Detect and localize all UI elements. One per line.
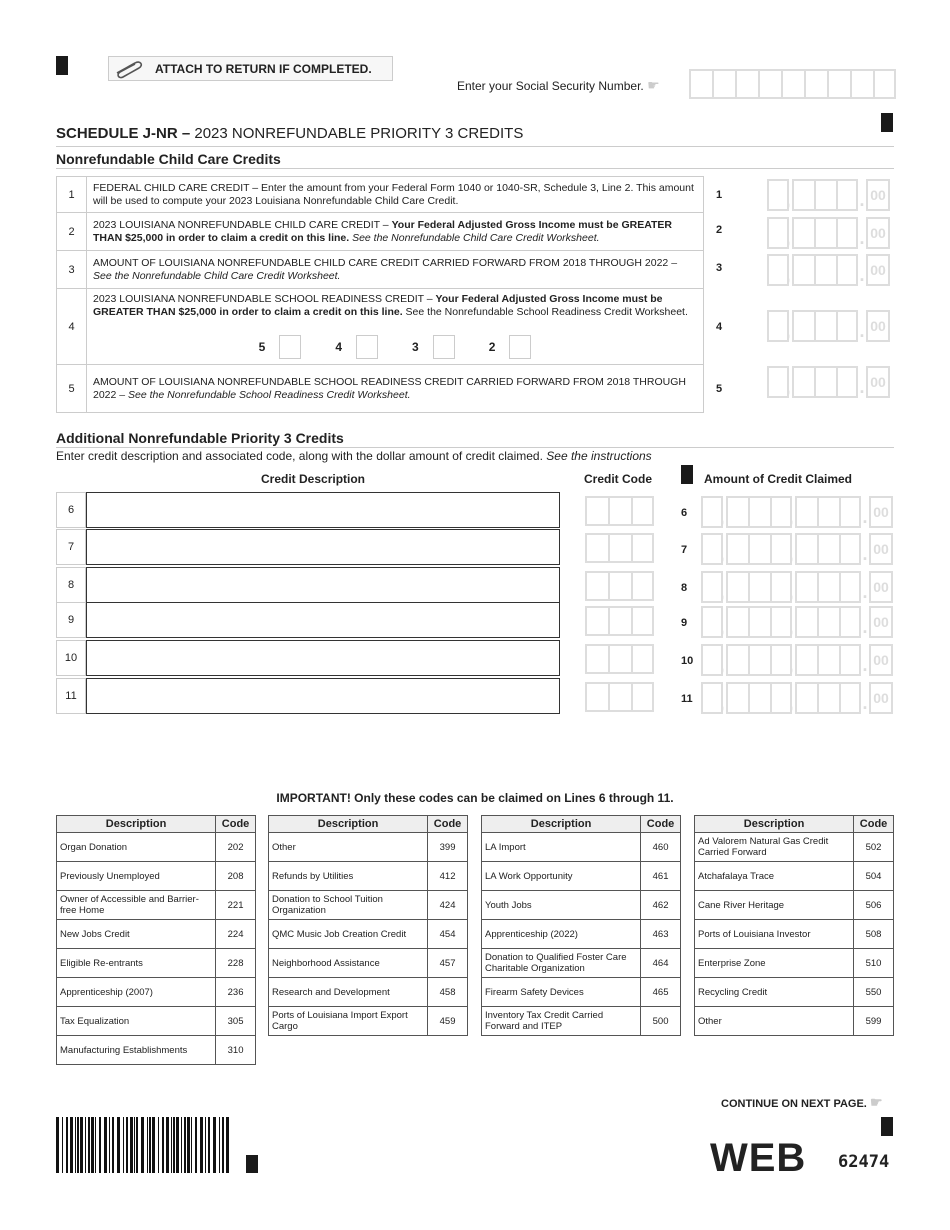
- barcode-bar: [134, 1117, 135, 1173]
- barcode-bar: [99, 1117, 101, 1173]
- line-ref: 8: [681, 582, 688, 594]
- credit-code-input[interactable]: [585, 606, 654, 636]
- barcode-bar: [66, 1117, 68, 1173]
- code-description: Donation to School Tuition Organization: [269, 891, 428, 920]
- code-row: [269, 891, 468, 920]
- code-row: [695, 833, 894, 862]
- code-row: [269, 833, 468, 862]
- credit-code-input[interactable]: [585, 496, 654, 526]
- credit-row: [56, 529, 896, 567]
- barcode-bar: [112, 1117, 114, 1173]
- amount-field-line-5[interactable]: , . 00: [767, 366, 890, 398]
- star-5-input[interactable]: [279, 335, 301, 359]
- credit-amount-input[interactable]: , , . 00: [701, 682, 893, 714]
- line-text: AMOUNT OF LOUISIANA NONREFUNDABLE SCHOOL READINESS CREDIT CARRIED FORWARD FROM 2018 THROUGH 2022 – See the Nonrefundable School Readiness Credit Worksheet.: [87, 365, 704, 413]
- code-value: 208: [216, 862, 256, 891]
- code-description: Youth Jobs: [482, 891, 641, 920]
- paperclip-icon: [111, 59, 151, 79]
- code-row: [269, 1007, 468, 1036]
- code-description: Other: [269, 833, 428, 862]
- code-row: [482, 949, 681, 978]
- line-ref: 3: [716, 262, 723, 274]
- code-description: Previously Unemployed: [57, 862, 216, 891]
- credit-amount-input[interactable]: , , . 00: [701, 606, 893, 638]
- code-row: [482, 891, 681, 920]
- ssn-input[interactable]: [689, 69, 896, 99]
- barcode-bar: [149, 1117, 151, 1173]
- line-ref: 1: [716, 189, 723, 201]
- barcode-bar: [147, 1117, 148, 1173]
- barcode-bar: [126, 1117, 128, 1173]
- code-value: 504: [854, 862, 894, 891]
- code-row: [57, 920, 256, 949]
- line-text: 2023 LOUISIANA NONREFUNDABLE SCHOOL READINESS CREDIT – Your Federal Adjusted Gross Income must be GREATER THAN $25,000 in order to claim a credit on this line. See the Nonrefundable School Readiness Credit Worksheet. 5 4 3 2: [87, 289, 704, 365]
- code-table: [268, 815, 468, 1036]
- amount-field-line-1[interactable]: , . 00: [767, 179, 890, 211]
- header-code: Code: [854, 816, 894, 833]
- code-description: LA Work Opportunity: [482, 862, 641, 891]
- barcode: [56, 1117, 230, 1173]
- code-description: LA Import: [482, 833, 641, 862]
- code-description: Recycling Credit: [695, 978, 854, 1007]
- credit-row: [56, 640, 896, 678]
- barcode-bar: [181, 1117, 182, 1173]
- credit-code-input[interactable]: [585, 644, 654, 674]
- credit-description-input[interactable]: [86, 678, 560, 714]
- code-value: 500: [641, 1007, 681, 1036]
- child-care-lines: [56, 176, 704, 413]
- line-ref: 7: [681, 544, 688, 556]
- line-ref: 10: [681, 655, 694, 667]
- form-number: 62474: [838, 1152, 890, 1172]
- amount-field-line-3[interactable]: , . 00: [767, 254, 890, 286]
- code-row: [695, 978, 894, 1007]
- code-description: Apprenticeship (2022): [482, 920, 641, 949]
- barcode-bar: [77, 1117, 79, 1173]
- credit-amount-input[interactable]: , , . 00: [701, 533, 893, 565]
- barcode-bar: [162, 1117, 164, 1173]
- col-header-code: Credit Code: [584, 472, 653, 486]
- barcode-bar: [85, 1117, 86, 1173]
- registration-marker: [681, 465, 693, 484]
- header-description: Description: [269, 816, 428, 833]
- code-row: [482, 978, 681, 1007]
- section-heading-child-care: Nonrefundable Child Care Credits: [56, 151, 281, 167]
- code-description: Ad Valorem Natural Gas Credit Carried Forward: [695, 833, 854, 862]
- credit-row: [56, 602, 896, 640]
- code-table: [56, 815, 256, 1065]
- code-value: 412: [428, 862, 468, 891]
- code-value: 502: [854, 833, 894, 862]
- star-3-input[interactable]: [433, 335, 455, 359]
- line-ref: 5: [716, 383, 723, 395]
- code-value: 458: [428, 978, 468, 1007]
- barcode-bar: [141, 1117, 144, 1173]
- code-description: Inventory Tax Credit Carried Forward and ITEP: [482, 1007, 641, 1036]
- code-row: [57, 862, 256, 891]
- code-value: 464: [641, 949, 681, 978]
- code-description: Cane River Heritage: [695, 891, 854, 920]
- credit-description-input[interactable]: [86, 492, 560, 528]
- ssn-label: Enter your Social Security Number. ☛: [457, 77, 660, 93]
- barcode-bar: [80, 1117, 83, 1173]
- code-description: Refunds by Utilities: [269, 862, 428, 891]
- credit-amount-input[interactable]: , , . 00: [701, 571, 893, 603]
- line-row: 5 AMOUNT OF LOUISIANA NONREFUNDABLE SCHOOL READINESS CREDIT CARRIED FORWARD FROM 2018 THROUGH 2022 – See the Nonrefundable School Readiness Credit Worksheet.: [57, 365, 704, 413]
- code-row: [695, 949, 894, 978]
- registration-marker: [56, 56, 68, 75]
- line-text: AMOUNT OF LOUISIANA NONREFUNDABLE CHILD CARE CREDIT CARRIED FORWARD FROM 2018 THROUGH 2022 – See the Nonrefundable Child Care Credit Worksheet.: [87, 251, 704, 289]
- code-row: [269, 949, 468, 978]
- code-description: Research and Development: [269, 978, 428, 1007]
- barcode-bar: [104, 1117, 107, 1173]
- section-instructions: Enter credit description and associated code, along with the dollar amount of credit claimed. See the instructions: [56, 449, 652, 463]
- barcode-bar: [123, 1117, 124, 1173]
- code-value: 399: [428, 833, 468, 862]
- barcode-bar: [191, 1117, 192, 1173]
- barcode-bar: [205, 1117, 206, 1173]
- code-value: 305: [216, 1007, 256, 1036]
- barcode-bar: [200, 1117, 203, 1173]
- code-row: [269, 862, 468, 891]
- line-ref: 6: [681, 507, 688, 519]
- row-number: 10: [56, 640, 86, 676]
- code-row: [57, 949, 256, 978]
- barcode-bar: [88, 1117, 90, 1173]
- code-value: 460: [641, 833, 681, 862]
- credit-amount-input[interactable]: , , . 00: [701, 496, 893, 528]
- code-description: New Jobs Credit: [57, 920, 216, 949]
- code-value: 550: [854, 978, 894, 1007]
- code-row: [695, 920, 894, 949]
- code-description: QMC Music Job Creation Credit: [269, 920, 428, 949]
- code-description: Apprenticeship (2007): [57, 978, 216, 1007]
- code-table: [481, 815, 681, 1036]
- barcode-bar: [187, 1117, 190, 1173]
- barcode-bar: [226, 1117, 229, 1173]
- code-description: Ports of Louisiana Investor: [695, 920, 854, 949]
- code-value: 310: [216, 1036, 256, 1065]
- barcode-bar: [109, 1117, 110, 1173]
- code-value: 224: [216, 920, 256, 949]
- code-value: 454: [428, 920, 468, 949]
- row-number: 8: [56, 567, 86, 603]
- row-number: 7: [56, 529, 86, 565]
- code-description: Other: [695, 1007, 854, 1036]
- barcode-bar: [222, 1117, 224, 1173]
- barcode-bar: [195, 1117, 197, 1173]
- line-ref: 4: [716, 321, 723, 333]
- code-value: 461: [641, 862, 681, 891]
- web-label: WEB: [710, 1136, 807, 1180]
- continue-note: CONTINUE ON NEXT PAGE. ☛: [721, 1094, 883, 1110]
- code-row: [482, 833, 681, 862]
- code-value: 457: [428, 949, 468, 978]
- code-value: 202: [216, 833, 256, 862]
- line-text: 2023 LOUISIANA NONREFUNDABLE CHILD CARE CREDIT – Your Federal Adjusted Gross Income must be GREATER THAN $25,000 in order to claim a credit on this line. See the Nonrefundable Child Care Credit Worksheet.: [87, 213, 704, 251]
- row-number: 11: [56, 678, 86, 714]
- header-code: Code: [216, 816, 256, 833]
- code-description: Atchafalaya Trace: [695, 862, 854, 891]
- line-text: FEDERAL CHILD CARE CREDIT – Enter the amount from your Federal Form 1040 or 1040-SR, Schedule 3, Line 2. This amount will be used to compute your 2023 Louisiana Nonrefundable Child Care Credit.: [87, 177, 704, 213]
- pointing-hand-icon: ☛: [869, 1094, 883, 1110]
- credit-description-input[interactable]: [86, 602, 560, 638]
- barcode-bar: [70, 1117, 73, 1173]
- line-row: 4 2023 LOUISIANA NONREFUNDABLE SCHOOL READINESS CREDIT – Your Federal Adjusted Gross Income must be GREATER THAN $25,000 in order to claim a credit on this line. See the Nonrefundable School Readiness Credit Worksheet. 5 4 3 2: [57, 289, 704, 365]
- amount-field-line-2[interactable]: , . 00: [767, 217, 890, 249]
- barcode-bar: [158, 1117, 159, 1173]
- star-2-input[interactable]: [509, 335, 531, 359]
- barcode-bar: [152, 1117, 155, 1173]
- code-value: 228: [216, 949, 256, 978]
- code-row: [57, 978, 256, 1007]
- credit-description-input[interactable]: [86, 529, 560, 565]
- divider: [56, 168, 894, 169]
- code-description: Firearm Safety Devices: [482, 978, 641, 1007]
- line-row: 2 2023 LOUISIANA NONREFUNDABLE CHILD CARE CREDIT – Your Federal Adjusted Gross Income must be GREATER THAN $25,000 in order to claim a credit on this line. See the Nonrefundable Child Care Credit Worksheet.: [57, 213, 704, 251]
- code-description: Eligible Re-entrants: [57, 949, 216, 978]
- credit-row: [56, 492, 896, 530]
- header-description: Description: [482, 816, 641, 833]
- code-value: 424: [428, 891, 468, 920]
- barcode-bar: [219, 1117, 220, 1173]
- star-rating-boxes: 5 4 3 2: [93, 335, 697, 359]
- credit-code-input[interactable]: [585, 571, 654, 601]
- code-value: 463: [641, 920, 681, 949]
- amount-field-line-4[interactable]: , . 00: [767, 310, 890, 342]
- credit-code-input[interactable]: [585, 682, 654, 712]
- barcode-bar: [62, 1117, 63, 1173]
- registration-marker: [246, 1155, 258, 1173]
- code-row: [695, 1007, 894, 1036]
- code-value: 221: [216, 891, 256, 920]
- header-code: Code: [428, 816, 468, 833]
- code-value: 236: [216, 978, 256, 1007]
- code-row: [482, 920, 681, 949]
- star-4-input[interactable]: [356, 335, 378, 359]
- code-row: [269, 920, 468, 949]
- pointing-hand-icon: ☛: [647, 77, 660, 93]
- code-description: Enterprise Zone: [695, 949, 854, 978]
- section-heading-additional: Additional Nonrefundable Priority 3 Credits: [56, 430, 344, 446]
- code-description: Organ Donation: [57, 833, 216, 862]
- registration-marker: [881, 1117, 893, 1136]
- line-ref: 9: [681, 617, 688, 629]
- code-row: [482, 862, 681, 891]
- code-description: Donation to Qualified Foster Care Charitable Organization: [482, 949, 641, 978]
- barcode-bar: [56, 1117, 59, 1173]
- code-value: 599: [854, 1007, 894, 1036]
- important-note: IMPORTANT! Only these codes can be claimed on Lines 6 through 11.: [276, 791, 674, 805]
- code-row: [57, 1007, 256, 1036]
- code-description: Owner of Accessible and Barrier-free Home: [57, 891, 216, 920]
- barcode-bar: [117, 1117, 120, 1173]
- code-row: [695, 862, 894, 891]
- code-row: [57, 891, 256, 920]
- header-description: Description: [695, 816, 854, 833]
- barcode-bar: [95, 1117, 96, 1173]
- code-row: [269, 978, 468, 1007]
- credit-description-input[interactable]: [86, 640, 560, 676]
- code-value: 508: [854, 920, 894, 949]
- barcode-bar: [91, 1117, 94, 1173]
- credit-row: [56, 678, 896, 716]
- code-description: Manufacturing Establishments: [57, 1036, 216, 1065]
- line-row: 1 FEDERAL CHILD CARE CREDIT – Enter the amount from your Federal Form 1040 or 1040-SR, Schedule 3, Line 2. This amount will be used to compute your 2023 Louisiana Nonrefundable Child Care Credit.: [57, 177, 704, 213]
- line-ref: 2: [716, 224, 723, 236]
- code-value: 510: [854, 949, 894, 978]
- barcode-bar: [213, 1117, 216, 1173]
- barcode-bar: [176, 1117, 179, 1173]
- code-description: Neighborhood Assistance: [269, 949, 428, 978]
- code-row: [695, 891, 894, 920]
- credit-description-input[interactable]: [86, 567, 560, 603]
- attach-text: ATTACH TO RETURN IF COMPLETED.: [155, 61, 372, 76]
- barcode-bar: [130, 1117, 133, 1173]
- barcode-bar: [75, 1117, 76, 1173]
- barcode-bar: [208, 1117, 210, 1173]
- col-header-amount: Amount of Credit Claimed: [704, 472, 853, 486]
- barcode-bar: [171, 1117, 172, 1173]
- code-value: 462: [641, 891, 681, 920]
- barcode-bar: [136, 1117, 138, 1173]
- code-description: Tax Equalization: [57, 1007, 216, 1036]
- col-header-description: Credit Description: [261, 472, 366, 486]
- line-row: 3 AMOUNT OF LOUISIANA NONREFUNDABLE CHILD CARE CREDIT CARRIED FORWARD FROM 2018 THROUGH 2022 – See the Nonrefundable Child Care Credit Worksheet.: [57, 251, 704, 289]
- code-row: [57, 833, 256, 862]
- header-description: Description: [57, 816, 216, 833]
- credit-row: [56, 567, 896, 605]
- schedule-title: SCHEDULE J-NR – 2023 NONREFUNDABLE PRIORITY 3 CREDITS: [56, 125, 524, 142]
- code-description: Ports of Louisiana Import Export Cargo: [269, 1007, 428, 1036]
- registration-marker: [881, 113, 893, 132]
- barcode-bar: [173, 1117, 175, 1173]
- barcode-bar: [166, 1117, 169, 1173]
- code-value: 506: [854, 891, 894, 920]
- row-number: 6: [56, 492, 86, 528]
- code-row: [482, 1007, 681, 1036]
- code-table: [694, 815, 894, 1036]
- code-value: 465: [641, 978, 681, 1007]
- row-number: 9: [56, 602, 86, 638]
- attach-notice: [108, 56, 393, 81]
- divider: [56, 447, 894, 448]
- code-row: [57, 1036, 256, 1065]
- barcode-bar: [184, 1117, 186, 1173]
- credit-amount-input[interactable]: , , . 00: [701, 644, 893, 676]
- line-ref: 11: [681, 693, 693, 705]
- header-code: Code: [641, 816, 681, 833]
- divider: [56, 146, 894, 147]
- credit-code-input[interactable]: [585, 533, 654, 563]
- code-value: 459: [428, 1007, 468, 1036]
